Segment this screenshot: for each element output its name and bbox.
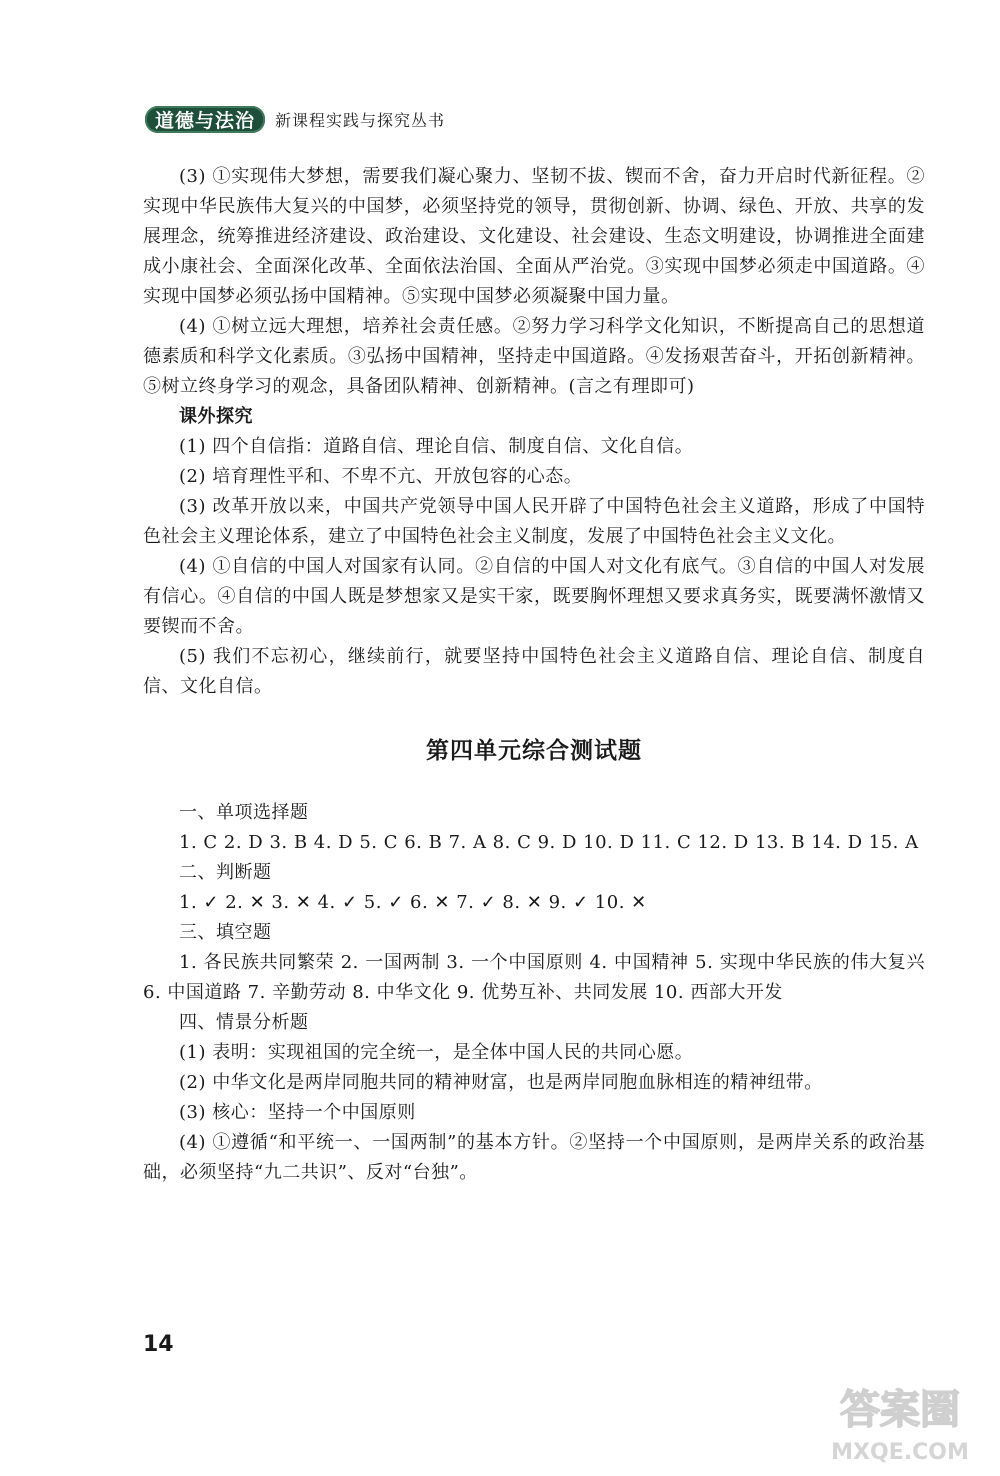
watermark-top: 答案圈 bbox=[840, 1387, 960, 1433]
analysis-item: (1) 表明：实现祖国的完全统一，是全体中国人民的共同心愿。 bbox=[179, 1042, 694, 1063]
page-content bbox=[143, 162, 925, 1188]
unit-title: 第四单元综合测试题 bbox=[426, 738, 642, 764]
series-title: 新课程实践与探究丛书 bbox=[275, 110, 446, 130]
answer-paragraph: (3) 改革开放以来，中国共产党领导中国人民开辟了中国特色社会主义道路，形成了中国特色社会主义理论体系，建立了中国特色社会主义制度，发展了中国特色社会主义文化。 bbox=[143, 496, 925, 547]
analysis-item: (2) 中华文化是两岸同胞共同的精神财富，也是两岸同胞血脉相连的精神纽带。 bbox=[179, 1072, 823, 1093]
answer-paragraph: (1) 四个自信指：道路自信、理论自信、制度自信、文化自信。 bbox=[179, 436, 694, 457]
answer-paragraph: (4) ①树立远大理想，培养社会责任感。②努力学习科学文化知识，不断提高自己的思想道德素质和科学文化素质。③弘扬中国精神，坚持走中国道路。④发扬艰苦奋斗，开拓创新精神。⑤树立终身学习的观念，具备团队精神、创新精神。(言之有理即可) bbox=[143, 316, 925, 397]
choice-answers: 1. C 2. D 3. B 4. D 5. C 6. B 7. A 8. C 9. D 10. D 11. C 12. D 13. B 14. D 15. A bbox=[179, 832, 919, 853]
answer-paragraph: (4) ①自信的中国人对国家有认同。②自信的中国人对文化有底气。③自信的中国人对发展有信心。④自信的中国人既是梦想家又是实干家，既要胸怀理想又要求真务实，既要满怀激情又要锲而不舍。 bbox=[143, 556, 925, 637]
page-header bbox=[145, 104, 445, 134]
section-title: 一、单项选择题 bbox=[179, 802, 309, 823]
fill-answers: 1. 各民族共同繁荣 2. 一国两制 3. 一个中国原则 4. 中国精神 5. 实现中华民族的伟大复兴 6. 中国道路 7. 辛勤劳动 8. 中华文化 9. 优势互补、共同发展 10. 西部大开发 bbox=[143, 952, 925, 1003]
watermark-logo bbox=[820, 1373, 980, 1468]
page-number: 14 bbox=[143, 1332, 174, 1357]
judgement-answers: 1. ✓ 2. ✕ 3. ✕ 4. ✓ 5. ✓ 6. ✕ 7. ✓ 8. ✕ 9. ✓ 10. ✕ bbox=[179, 892, 647, 913]
section-title: 四、情景分析题 bbox=[179, 1012, 309, 1033]
answer-paragraph: (2) 培育理性平和、不卑不亢、开放包容的心态。 bbox=[179, 466, 583, 487]
analysis-item: (4) ①遵循“和平统一、一国两制”的基本方针。②坚持一个中国原则，是两岸关系的政治基础，必须坚持“九二共识”、反对“台独”。 bbox=[143, 1132, 925, 1183]
section-title: 二、判断题 bbox=[179, 862, 272, 883]
explore-heading: 课外探究 bbox=[179, 406, 253, 427]
answer-paragraph: (5) 我们不忘初心，继续前行，就要坚持中国特色社会主义道路自信、理论自信、制度自信、文化自信。 bbox=[143, 646, 925, 697]
subject-badge: 道德与法治 bbox=[145, 106, 265, 133]
answer-paragraph: (3) ①实现伟大梦想，需要我们凝心聚力、坚韧不拔、锲而不舍，奋力开启时代新征程。②实现中华民族伟大复兴的中国梦，必须坚持党的领导，贯彻创新、协调、绿色、开放、共享的发展理念，统筹推进经济建设、政治建设、文化建设、社会建设、生态文明建设，协调推进全面建成小康社会、全面深化改革、全面依法治国、全面从严治党。③实现中国梦必须走中国道路。④实现中国梦必须弘扬中国精神。⑤实现中国梦必须凝聚中国力量。 bbox=[143, 166, 925, 307]
analysis-item: (3) 核心：坚持一个中国原则 bbox=[179, 1102, 416, 1123]
watermark-bottom: MXQE.COM bbox=[831, 1440, 969, 1465]
section-title: 三、填空题 bbox=[179, 922, 272, 943]
